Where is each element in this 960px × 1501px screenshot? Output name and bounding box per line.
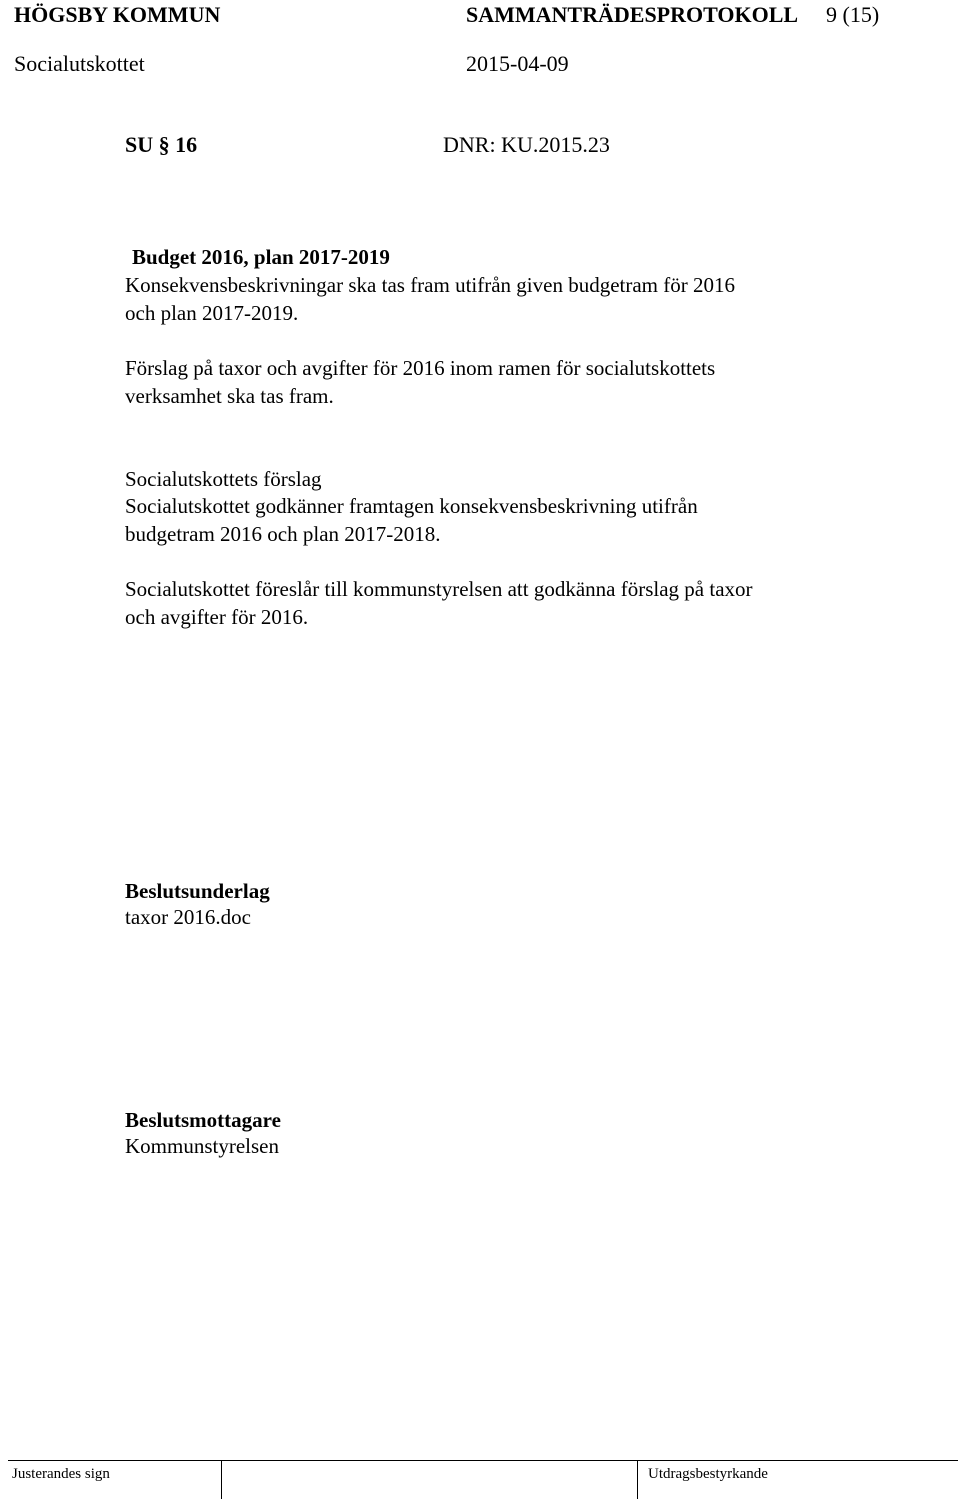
case-dnr: DNR: KU.2015.23 xyxy=(443,132,610,157)
extract-certification-label: Utdragsbestyrkande xyxy=(648,1466,768,1482)
section-text-line: Förslag på taxor och avgifter för 2016 inom ramen för socialutskottets xyxy=(125,356,716,380)
meeting-date: 2015-04-09 xyxy=(466,51,569,76)
proposal-title: Socialutskottets förslag xyxy=(125,467,322,491)
proposal-text-line: och avgifter för 2016. xyxy=(125,605,309,629)
proposal-text-line: budgetram 2016 och plan 2017-2018. xyxy=(125,522,441,546)
recipient-title: Beslutsmottagare xyxy=(125,1108,281,1132)
basis-document: taxor 2016.doc xyxy=(125,905,251,929)
extract-certification-cell xyxy=(638,1461,958,1499)
proposal-text-line: Socialutskottet godkänner framtagen konsekvensbeskrivning utifrån xyxy=(125,494,698,518)
justify-sign-cell xyxy=(8,1461,222,1499)
section-text-line: Konsekvensbeskrivningar ska tas fram utifrån given budgetram för 2016 xyxy=(125,273,736,297)
section-text-line: och plan 2017-2019. xyxy=(125,301,299,325)
page-number: 9 (15) xyxy=(826,2,880,27)
basis-title: Beslutsunderlag xyxy=(125,879,270,903)
paragraph-number: SU § 16 xyxy=(125,132,198,157)
document-type: SAMMANTRÄDESPROTOKOLL xyxy=(466,2,799,27)
proposal-text-line: Socialutskottet föreslår till kommunstyrelsen att godkänna förslag på taxor xyxy=(125,577,753,601)
signature-blank-cell xyxy=(222,1461,638,1499)
org-name: HÖGSBY KOMMUN xyxy=(14,2,221,27)
committee-name: Socialutskottet xyxy=(14,51,145,76)
section-text-line: verksamhet ska tas fram. xyxy=(125,384,334,408)
justify-sign-label: Justerandes sign xyxy=(12,1466,110,1482)
section-title: Budget 2016, plan 2017-2019 xyxy=(132,245,390,269)
recipient-name: Kommunstyrelsen xyxy=(125,1134,279,1158)
signature-footer xyxy=(8,1460,958,1499)
